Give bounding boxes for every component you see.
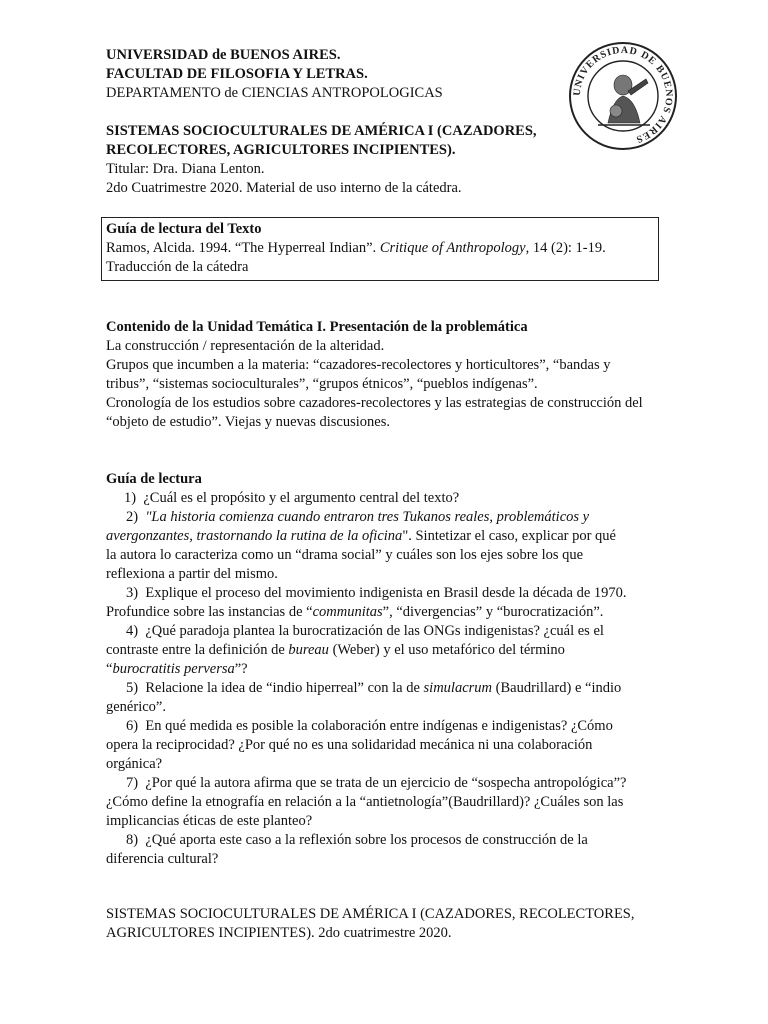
citation-journal: Critique of Anthropology xyxy=(379,240,526,256)
question-8-line2: diferencia cultural? xyxy=(106,851,219,867)
question-number: 6) xyxy=(126,718,139,734)
question-number: 4) xyxy=(126,623,139,639)
question-number: 2) xyxy=(126,509,139,525)
question-text: avergonzantes, trastornando la rutina de la oficina xyxy=(106,528,403,544)
contents-p1: La construcción / representación de la alteridad. xyxy=(106,338,385,354)
question-number: 5) xyxy=(126,680,139,696)
question-2-line1 xyxy=(106,508,662,527)
question-text: ”, “divergencias” y “burocratización”. xyxy=(382,604,604,620)
question-1 xyxy=(106,489,662,508)
question-text: simulacrum xyxy=(423,680,493,696)
department-name: DEPARTAMENTO de CIENCIAS ANTROPOLOGICAS xyxy=(106,85,443,101)
question-text: “ xyxy=(106,661,113,677)
question-text: Explique el proceso del movimiento indigenista en Brasil desde la década de 1970. xyxy=(145,585,627,601)
question-2-line2 xyxy=(106,527,662,546)
question-number: 8) xyxy=(126,832,139,848)
page-footer xyxy=(106,905,662,943)
question-number: 1) xyxy=(124,490,137,506)
question-number: 3) xyxy=(126,585,139,601)
citation-authors: Ramos, Alcida. 1994. “The Hyperreal Indian”. xyxy=(106,240,380,256)
question-5-line1 xyxy=(106,679,662,698)
question-6-line3: orgánica? xyxy=(106,756,163,772)
question-6-line1 xyxy=(106,717,662,736)
faculty-name: FACULTAD DE FILOSOFIA Y LETRAS. xyxy=(106,66,368,82)
course-period: 2do Cuatrimestre 2020. Material de uso interno de la cátedra. xyxy=(106,180,462,196)
reading-citation xyxy=(106,239,654,258)
question-text: Profundice sobre las instancias de “ xyxy=(106,604,313,620)
question-5-line2: genérico”. xyxy=(106,699,166,715)
question-7-line1 xyxy=(106,774,662,793)
question-2-line4: reflexiona a partir del mismo. xyxy=(106,566,278,582)
question-text: communitas xyxy=(312,604,383,620)
question-7-line2: ¿Cómo define la etnografía en relación a la “antietnología”(Baudrillard)? ¿Cuáles son las xyxy=(106,794,624,810)
question-text: "La historia comienza cuando entraron tres Tukanos reales, problemáticos y xyxy=(145,509,590,525)
guide-heading: Guía de lectura xyxy=(106,471,202,487)
question-7-line3: implicancias éticas de este planteo? xyxy=(106,813,313,829)
course-title-line2: RECOLECTORES, AGRICULTORES INCIPIENTES). xyxy=(106,142,456,158)
reading-reference-box xyxy=(101,217,659,281)
footer-line1: SISTEMAS SOCIOCULTURALES DE AMÉRICA I (CAZADORES, RECOLECTORES, xyxy=(106,906,635,922)
question-text: ¿Qué paradoja plantea la burocratización de las ONGs indigenistas? ¿cuál es el xyxy=(145,623,604,639)
course-titular: Titular: Dra. Diana Lenton. xyxy=(106,161,265,177)
reading-guide xyxy=(106,470,662,869)
question-text: (Baudrillard) e “indio xyxy=(492,680,622,696)
question-4-line2 xyxy=(106,641,662,660)
question-2-line3: la autora lo caracteriza como un “drama social” y cuáles son los ejes sobre los que xyxy=(106,547,584,563)
contents-p3-line1: Cronología de los estudios sobre cazadores-recolectores y las estrategias de construcción del xyxy=(106,395,643,411)
footer-line2: AGRICULTORES INCIPIENTES). 2do cuatrimestre 2020. xyxy=(106,925,452,941)
question-text: Relacione la idea de “indio hiperreal” con la de xyxy=(145,680,424,696)
question-3-line2 xyxy=(106,603,662,622)
question-text: contraste entre la definición de xyxy=(106,642,289,658)
citation-volume: , 14 (2): 1-19. xyxy=(525,240,606,256)
contents-p3-line2: “objeto de estudio”. Viejas y nuevas discusiones. xyxy=(106,414,390,430)
question-text: ¿Qué aporta este caso a la reflexión sobre los procesos de construcción de la xyxy=(145,832,588,848)
reading-box-heading: Guía de lectura del Texto xyxy=(106,221,262,237)
reading-translation: Traducción de la cátedra xyxy=(106,259,249,275)
question-3-line1 xyxy=(106,584,662,603)
course-title-line1: SISTEMAS SOCIOCULTURALES DE AMÉRICA I (CAZADORES, xyxy=(106,123,537,139)
question-text: ¿Por qué la autora afirma que se trata de un ejercicio de “sospecha antropológica”? xyxy=(145,775,627,791)
question-4-line3 xyxy=(106,660,662,679)
question-text: burocratitis perversa xyxy=(112,661,235,677)
unit-contents xyxy=(106,318,662,432)
question-text: ". Sintetizar el caso, explicar por qué xyxy=(402,528,616,544)
question-text: En qué medida es posible la colaboración entre indígenas e indigenistas? ¿Cómo xyxy=(145,718,613,734)
seal-text: UNIVERSIDAD DE BUENOS AIRES xyxy=(571,44,675,145)
contents-p2-line1: Grupos que incumben a la materia: “cazadores-recolectores y horticultores”, “bandas y xyxy=(106,357,611,373)
question-4-line1 xyxy=(106,622,662,641)
question-text: ¿Cuál es el propósito y el argumento central del texto? xyxy=(143,490,460,506)
question-8-line1 xyxy=(106,831,662,850)
contents-p2-line2: tribus”, “sistemas socioculturales”, “grupos étnicos”, “pueblos indígenas”. xyxy=(106,376,538,392)
question-text: ”? xyxy=(234,661,248,677)
course-info xyxy=(106,122,662,198)
contents-heading: Contenido de la Unidad Temática I. Presentación de la problemática xyxy=(106,319,528,335)
question-text: bureau xyxy=(288,642,329,658)
question-number: 7) xyxy=(126,775,139,791)
question-6-line2: opera la reciprocidad? ¿Por qué no es una solidaridad mecánica ni una colaboración xyxy=(106,737,593,753)
question-text: (Weber) y el uso metafórico del término xyxy=(328,642,565,658)
university-name: UNIVERSIDAD de BUENOS AIRES. xyxy=(106,47,341,63)
